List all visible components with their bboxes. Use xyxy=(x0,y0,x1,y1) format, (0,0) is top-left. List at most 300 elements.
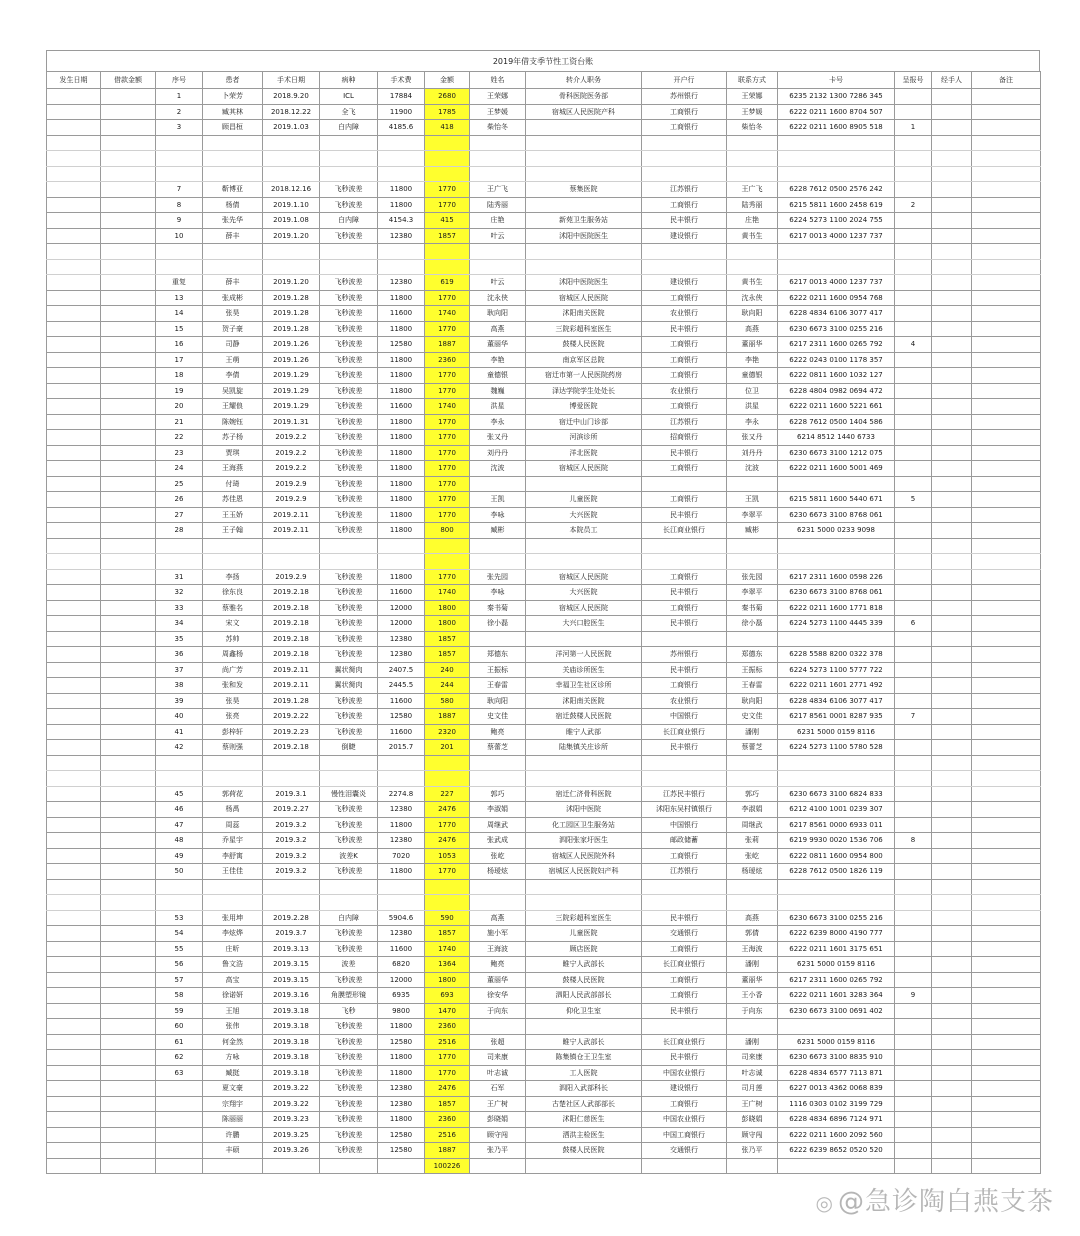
table-cell xyxy=(101,1143,156,1159)
table-cell: 叶云 xyxy=(470,228,526,244)
table-cell: 儿童医院 xyxy=(526,926,642,942)
table-cell xyxy=(895,1003,932,1019)
table-cell: 2019.2.18 xyxy=(263,631,320,647)
table-cell: 56 xyxy=(156,957,203,973)
table-cell: 于向东 xyxy=(470,1003,526,1019)
table-cell xyxy=(526,631,642,647)
table-cell: 11600 xyxy=(378,941,425,957)
table-cell: 6222 0211 1601 2771 492 xyxy=(778,678,895,694)
column-header: 卡号 xyxy=(778,72,895,89)
table-cell xyxy=(470,1019,526,1035)
table-cell xyxy=(425,771,470,787)
table-cell: 11800 xyxy=(378,492,425,508)
table-cell xyxy=(972,135,1041,151)
table-cell: 2019.1.28 xyxy=(263,290,320,306)
table-cell: 飞秒波差 xyxy=(320,399,378,415)
table-cell: 于向东 xyxy=(727,1003,778,1019)
table-cell: 王梦媛 xyxy=(727,104,778,120)
table-cell: 杨瑷炫 xyxy=(470,864,526,880)
table-cell xyxy=(101,507,156,523)
column-header: 手术费 xyxy=(378,72,425,89)
table-cell xyxy=(101,182,156,198)
table-cell xyxy=(101,585,156,601)
table-row xyxy=(47,259,1041,275)
table-cell: 长江商业银行 xyxy=(642,724,727,740)
table-cell: 2019.1.29 xyxy=(263,383,320,399)
table-cell xyxy=(47,740,101,756)
table-cell: 6228 7612 0500 1404 586 xyxy=(778,414,895,430)
table-cell xyxy=(378,538,425,554)
table-cell: 飞秒波差 xyxy=(320,647,378,663)
table-cell: 王振标 xyxy=(727,662,778,678)
table-cell: 工商银行 xyxy=(642,197,727,213)
table-cell xyxy=(972,523,1041,539)
table-cell: 中国银行 xyxy=(642,817,727,833)
table-cell: 飞秒波差 xyxy=(320,817,378,833)
column-header: 备注 xyxy=(972,72,1041,89)
table-cell xyxy=(932,879,972,895)
table-cell: 6228 4834 6896 7124 971 xyxy=(778,1112,895,1128)
table-cell: 6222 0211 1600 5001 469 xyxy=(778,461,895,477)
table-cell: 工商银行 xyxy=(642,678,727,694)
table-cell: 飞秒波差 xyxy=(320,1034,378,1050)
table-cell xyxy=(932,182,972,198)
table-cell: 飞秒波差 xyxy=(320,290,378,306)
table-cell xyxy=(156,1127,203,1143)
table-cell: 宿迁中山门诊部 xyxy=(526,414,642,430)
table-cell: 叶志诚 xyxy=(470,1065,526,1081)
table-cell xyxy=(263,879,320,895)
table-cell xyxy=(47,662,101,678)
table-cell: 王海波 xyxy=(727,941,778,957)
table-row xyxy=(47,89,1041,105)
table-cell xyxy=(972,166,1041,182)
table-cell: 宗翔宇 xyxy=(203,1096,263,1112)
table-cell: 2019.3.2 xyxy=(263,817,320,833)
table-cell xyxy=(972,554,1041,570)
table-cell xyxy=(932,755,972,771)
table-cell: 6224 5273 1100 5777 722 xyxy=(778,662,895,678)
table-cell xyxy=(203,166,263,182)
table-cell: 古楚社区人武部部长 xyxy=(526,1096,642,1112)
table-cell: 28 xyxy=(156,523,203,539)
table-cell xyxy=(101,693,156,709)
table-cell xyxy=(972,259,1041,275)
table-cell xyxy=(47,461,101,477)
table-cell: 6227 0013 4362 0068 839 xyxy=(778,1081,895,1097)
table-cell: 叶云 xyxy=(470,275,526,291)
table-cell: 59 xyxy=(156,1003,203,1019)
table-cell: 6217 0013 4000 1237 737 xyxy=(778,275,895,291)
table-cell: 慢性泪囊炎 xyxy=(320,786,378,802)
table-cell: 鼓楼人民医院 xyxy=(526,337,642,353)
table-cell: 1800 xyxy=(425,972,470,988)
table-row xyxy=(47,833,1041,849)
table-cell: 苏子杨 xyxy=(203,430,263,446)
column-header: 经手人 xyxy=(932,72,972,89)
table-cell: 杨瑷炫 xyxy=(727,864,778,880)
table-cell xyxy=(972,600,1041,616)
table-cell xyxy=(972,1034,1041,1050)
table-cell: 飞秒波差 xyxy=(320,228,378,244)
table-cell xyxy=(263,166,320,182)
table-cell: 张屹 xyxy=(727,848,778,864)
table-cell: 司月莲 xyxy=(727,1081,778,1097)
table-cell: 62 xyxy=(156,1050,203,1066)
table-cell: 臧挺 xyxy=(203,1065,263,1081)
table-cell: 6935 xyxy=(378,988,425,1004)
table-row xyxy=(47,182,1041,198)
table-cell: 魏巍 xyxy=(470,383,526,399)
table-cell xyxy=(972,693,1041,709)
table-cell: 2320 xyxy=(425,724,470,740)
table-cell: 6231 5000 0159 8116 xyxy=(778,724,895,740)
table-cell: 201 xyxy=(425,740,470,756)
table-cell xyxy=(526,197,642,213)
table-cell: 244 xyxy=(425,678,470,694)
table-cell: 1857 xyxy=(425,1096,470,1112)
table-cell xyxy=(101,290,156,306)
table-row xyxy=(47,926,1041,942)
table-cell xyxy=(101,972,156,988)
table-cell xyxy=(156,1096,203,1112)
table-cell: 张昊 xyxy=(203,693,263,709)
table-cell xyxy=(895,786,932,802)
table-cell: 415 xyxy=(425,213,470,229)
table-cell: 鲁文浩 xyxy=(203,957,263,973)
table-cell xyxy=(526,554,642,570)
table-cell xyxy=(932,1127,972,1143)
table-cell xyxy=(101,1096,156,1112)
table-cell: 17 xyxy=(156,352,203,368)
table-row xyxy=(47,631,1041,647)
table-row xyxy=(47,275,1041,291)
table-cell xyxy=(932,430,972,446)
table-cell: 飞秒波差 xyxy=(320,492,378,508)
table-cell: 陆秀丽 xyxy=(727,197,778,213)
table-cell: 1770 xyxy=(425,445,470,461)
table-cell: 飞秒波差 xyxy=(320,507,378,523)
table-cell: 高燕 xyxy=(727,321,778,337)
table-cell xyxy=(526,755,642,771)
table-cell xyxy=(47,616,101,632)
table-cell: 飞秒波差 xyxy=(320,1096,378,1112)
table-cell: 顾昌桓 xyxy=(203,120,263,136)
table-cell: 11800 xyxy=(378,290,425,306)
watermark xyxy=(816,1181,1054,1218)
table-cell: 6228 5588 8200 0322 378 xyxy=(778,647,895,663)
table-cell xyxy=(932,678,972,694)
table-cell xyxy=(972,941,1041,957)
table-cell xyxy=(203,771,263,787)
table-cell: 司来康 xyxy=(470,1050,526,1066)
table-cell: 11800 xyxy=(378,569,425,585)
table-row xyxy=(47,368,1041,384)
table-cell xyxy=(727,476,778,492)
table-cell xyxy=(932,1158,972,1174)
table-cell: 沭阳中医院医生 xyxy=(526,228,642,244)
table-cell xyxy=(642,538,727,554)
table-cell: 白内障 xyxy=(320,910,378,926)
table-cell xyxy=(470,151,526,167)
table-cell xyxy=(932,399,972,415)
table-cell: 大兴口腔医生 xyxy=(526,616,642,632)
table-cell: 2019.3.2 xyxy=(263,833,320,849)
table-cell: 1770 xyxy=(425,383,470,399)
table-cell xyxy=(932,957,972,973)
table-cell: 王广飞 xyxy=(727,182,778,198)
table-cell xyxy=(101,864,156,880)
table-cell xyxy=(895,182,932,198)
table-cell xyxy=(972,182,1041,198)
table-cell: 沈永侠 xyxy=(727,290,778,306)
table-cell: 1740 xyxy=(425,399,470,415)
table-cell: 飞秒波差 xyxy=(320,569,378,585)
table-cell: 工商银行 xyxy=(642,492,727,508)
table-cell: 吴凯旋 xyxy=(203,383,263,399)
table-cell: 1740 xyxy=(425,306,470,322)
table-cell: 2445.5 xyxy=(378,678,425,694)
table-row xyxy=(47,972,1041,988)
table-cell: 46 xyxy=(156,802,203,818)
table-cell xyxy=(101,817,156,833)
table-cell: 12380 xyxy=(378,926,425,942)
table-cell: 飞秒波差 xyxy=(320,1065,378,1081)
table-row xyxy=(47,290,1041,306)
table-cell: 6222 0211 1600 8905 518 xyxy=(778,120,895,136)
table-cell: 臧彬 xyxy=(727,523,778,539)
column-header: 病种 xyxy=(320,72,378,89)
table-cell: 飞秒波差 xyxy=(320,724,378,740)
table-row xyxy=(47,647,1041,663)
table-cell xyxy=(425,135,470,151)
table-cell: 6230 6673 3100 8768 061 xyxy=(778,585,895,601)
table-cell xyxy=(932,1065,972,1081)
table-cell xyxy=(895,445,932,461)
table-cell xyxy=(972,848,1041,864)
table-cell: 2015.7 xyxy=(378,740,425,756)
table-cell xyxy=(378,244,425,260)
table-cell xyxy=(727,771,778,787)
table-cell: 飞秒波差 xyxy=(320,1081,378,1097)
table-cell: 2019.3.7 xyxy=(263,926,320,942)
table-cell: 6222 0211 1600 0954 768 xyxy=(778,290,895,306)
table-cell: 彭晓娟 xyxy=(727,1112,778,1128)
table-cell: 6224 5273 1100 5780 528 xyxy=(778,740,895,756)
table-cell xyxy=(47,352,101,368)
table-cell: 2019.1.08 xyxy=(263,213,320,229)
table-cell xyxy=(101,957,156,973)
table-cell: 11800 xyxy=(378,1019,425,1035)
table-cell: 2019.1.29 xyxy=(263,399,320,415)
table-cell xyxy=(101,275,156,291)
table-cell xyxy=(895,368,932,384)
table-cell xyxy=(47,399,101,415)
table-cell xyxy=(47,523,101,539)
table-cell: 飞秒波差 xyxy=(320,476,378,492)
table-cell: 2019.3.18 xyxy=(263,1019,320,1035)
table-cell: 沭阳仁慈医生 xyxy=(526,1112,642,1128)
table-cell: 6231 5000 0159 8116 xyxy=(778,1034,895,1050)
table-cell: 飞秒波差 xyxy=(320,631,378,647)
table-cell: 12000 xyxy=(378,616,425,632)
table-cell xyxy=(972,1065,1041,1081)
table-cell xyxy=(932,1019,972,1035)
table-cell xyxy=(895,693,932,709)
table-cell: 李咏 xyxy=(470,585,526,601)
table-row xyxy=(47,771,1041,787)
table-cell: 飞秒波差 xyxy=(320,368,378,384)
table-cell: 农业银行 xyxy=(642,306,727,322)
table-cell xyxy=(101,1158,156,1174)
table-cell xyxy=(263,771,320,787)
table-cell xyxy=(932,631,972,647)
table-cell: 26 xyxy=(156,492,203,508)
table-cell xyxy=(972,1081,1041,1097)
table-row xyxy=(47,678,1041,694)
table-cell xyxy=(425,151,470,167)
table-cell xyxy=(101,786,156,802)
table-cell xyxy=(972,306,1041,322)
table-cell: 郭巧 xyxy=(727,786,778,802)
table-cell: 6222 6239 8000 4190 777 xyxy=(778,926,895,942)
table-cell xyxy=(378,166,425,182)
table-cell xyxy=(101,197,156,213)
table-cell xyxy=(526,771,642,787)
table-cell: 付琦 xyxy=(203,476,263,492)
table-cell xyxy=(101,724,156,740)
table-cell: 6217 2311 1600 0265 792 xyxy=(778,972,895,988)
table-cell: 6228 4834 6577 7113 871 xyxy=(778,1065,895,1081)
table-cell: 沭阳南关医院 xyxy=(526,306,642,322)
table-cell: 蔡则强 xyxy=(203,740,263,756)
table-cell: 民丰银行 xyxy=(642,507,727,523)
table-cell xyxy=(932,988,972,1004)
table-cell: 6230 6673 3100 1212 075 xyxy=(778,445,895,461)
table-cell: 1770 xyxy=(425,817,470,833)
table-cell: 18 xyxy=(156,368,203,384)
table-cell: 42 xyxy=(156,740,203,756)
ledger-sheet xyxy=(46,50,1040,1188)
table-cell: 农业银行 xyxy=(642,693,727,709)
table-cell xyxy=(727,538,778,554)
table-cell: 21 xyxy=(156,414,203,430)
table-cell xyxy=(203,895,263,911)
table-cell xyxy=(895,848,932,864)
table-cell xyxy=(101,941,156,957)
table-cell xyxy=(972,1019,1041,1035)
table-cell xyxy=(47,414,101,430)
table-cell xyxy=(101,166,156,182)
table-cell xyxy=(727,1019,778,1035)
table-cell xyxy=(101,1127,156,1143)
table-cell xyxy=(972,213,1041,229)
table-cell xyxy=(156,259,203,275)
table-cell: 2019.3.16 xyxy=(263,988,320,1004)
sheet-title: 2019年借支季节性工资台账 xyxy=(46,50,1040,71)
table-cell: 11800 xyxy=(378,197,425,213)
table-cell: 飞秒波差 xyxy=(320,972,378,988)
table-cell: 许鹏 xyxy=(203,1127,263,1143)
table-cell: 1770 xyxy=(425,461,470,477)
table-cell xyxy=(47,1081,101,1097)
table-cell: 石军 xyxy=(470,1081,526,1097)
column-header: 借款金额 xyxy=(101,72,156,89)
table-cell: 2019.2.2 xyxy=(263,461,320,477)
table-row xyxy=(47,244,1041,260)
total-row xyxy=(47,1158,1041,1174)
table-cell xyxy=(932,151,972,167)
table-cell xyxy=(47,104,101,120)
table-cell xyxy=(895,151,932,167)
table-cell: 睢宁人武部长 xyxy=(526,1034,642,1050)
table-cell xyxy=(320,554,378,570)
table-cell xyxy=(156,1158,203,1174)
table-cell: 工商银行 xyxy=(642,290,727,306)
table-cell: 1857 xyxy=(425,631,470,647)
table-row xyxy=(47,740,1041,756)
table-cell xyxy=(47,988,101,1004)
table-cell xyxy=(972,445,1041,461)
table-cell: 仰化卫生室 xyxy=(526,1003,642,1019)
table-cell xyxy=(156,135,203,151)
table-cell: 12580 xyxy=(378,1127,425,1143)
table-cell: 飞秒 xyxy=(320,1003,378,1019)
table-cell xyxy=(642,1019,727,1035)
table-cell: 飞秒波差 xyxy=(320,585,378,601)
table-cell xyxy=(932,585,972,601)
table-row xyxy=(47,352,1041,368)
table-cell: 中国农业银行 xyxy=(642,1112,727,1128)
table-cell: 潘刚 xyxy=(727,1034,778,1050)
table-cell: 11800 xyxy=(378,476,425,492)
table-cell: 泗阳张家圩医生 xyxy=(526,833,642,849)
table-cell: 34 xyxy=(156,616,203,632)
table-cell: 2019.1.10 xyxy=(263,197,320,213)
table-cell: 2476 xyxy=(425,802,470,818)
table-cell: 宿城区人民医院 xyxy=(526,290,642,306)
table-cell xyxy=(47,895,101,911)
table-cell xyxy=(203,259,263,275)
table-cell xyxy=(47,600,101,616)
table-cell: 1053 xyxy=(425,848,470,864)
table-cell xyxy=(203,554,263,570)
table-cell: 12580 xyxy=(378,337,425,353)
table-cell xyxy=(972,1158,1041,1174)
table-cell: 鼓楼人民医院 xyxy=(526,1143,642,1159)
table-cell: 6222 0243 0100 1178 357 xyxy=(778,352,895,368)
table-cell: 1470 xyxy=(425,1003,470,1019)
table-cell xyxy=(203,244,263,260)
table-row xyxy=(47,817,1041,833)
table-cell: 800 xyxy=(425,523,470,539)
table-cell xyxy=(47,430,101,446)
table-cell: 12380 xyxy=(378,275,425,291)
table-cell xyxy=(263,895,320,911)
table-cell: 李翠平 xyxy=(727,585,778,601)
table-cell xyxy=(470,771,526,787)
table-cell: 宋文 xyxy=(203,616,263,632)
table-cell: 王凯 xyxy=(727,492,778,508)
table-cell xyxy=(932,647,972,663)
table-cell xyxy=(320,895,378,911)
table-cell xyxy=(101,802,156,818)
table-cell: 6230 6673 3100 6824 833 xyxy=(778,786,895,802)
table-cell xyxy=(895,1034,932,1050)
table-cell: 沈永侠 xyxy=(470,290,526,306)
table-cell: 工商银行 xyxy=(642,368,727,384)
table-cell: 13 xyxy=(156,290,203,306)
